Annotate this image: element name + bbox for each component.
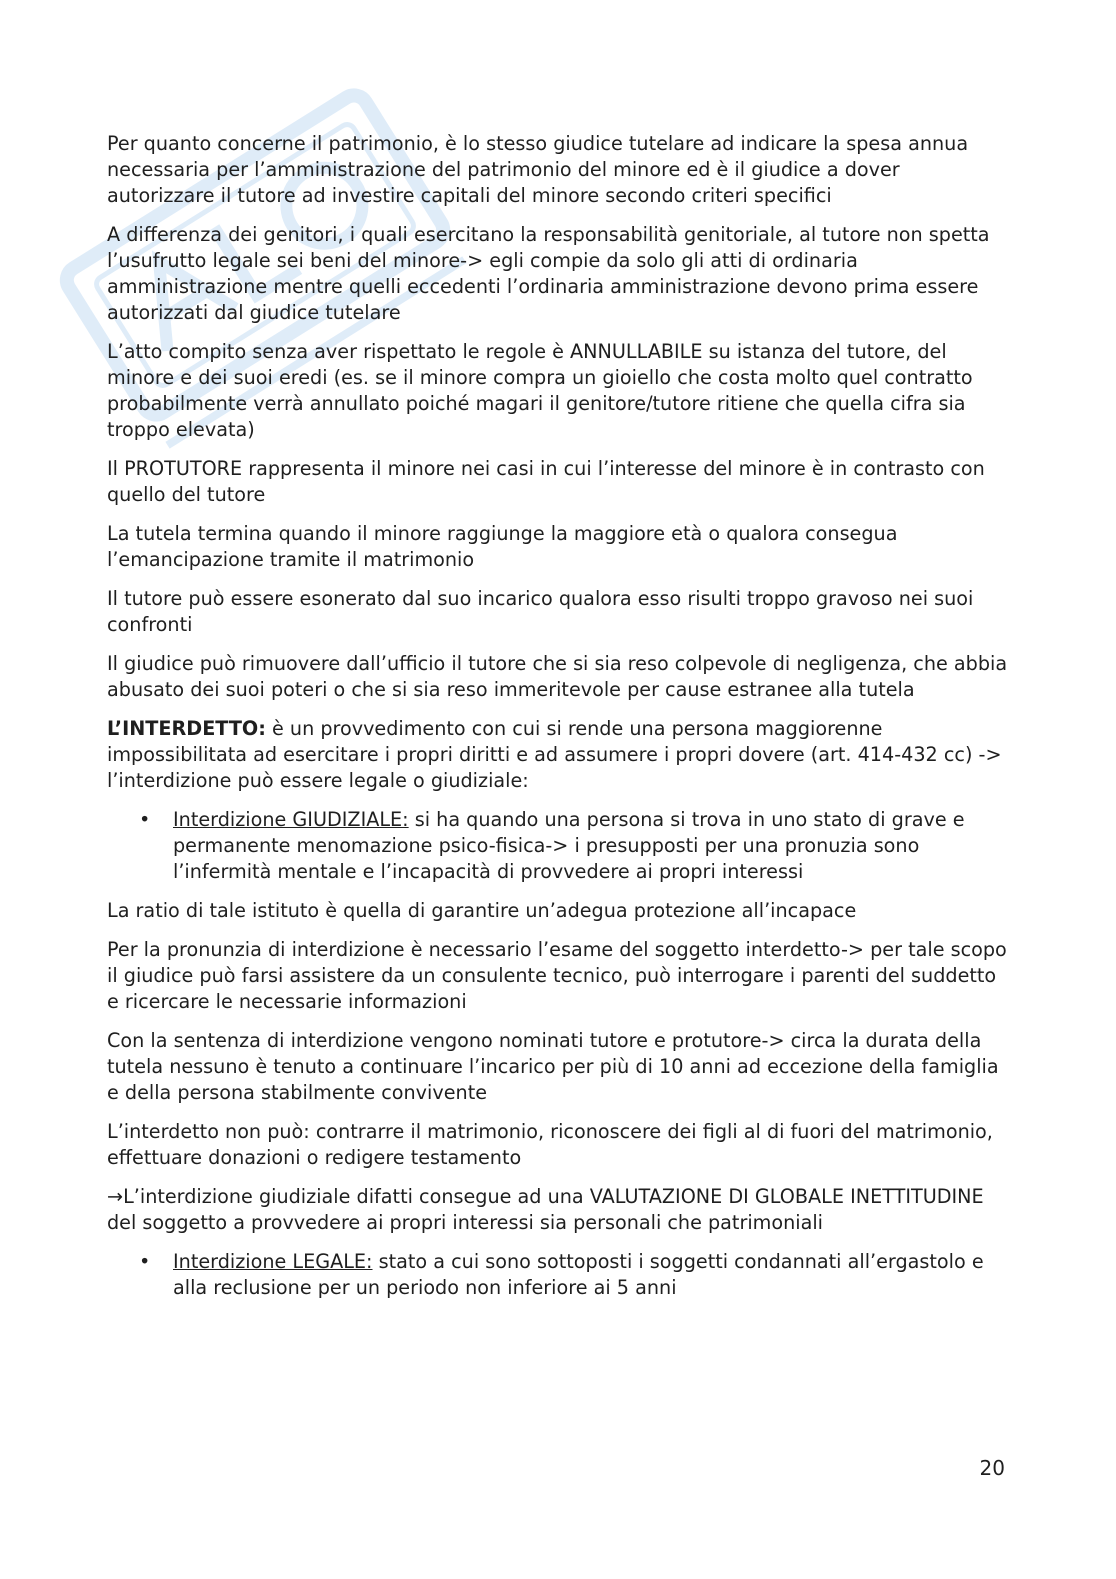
interdetto-definition: è un provvedimento con cui si rende una persona maggiorenne impossibilitata ad esercitare i propri diritti e ad assumere i propri dovere (art. 414-432 cc) -> l’interdizione può essere legale o giudiziale:	[107, 717, 1002, 792]
bullet-icon: •	[139, 1250, 151, 1273]
paragraph-ratio: La ratio di tale istituto è quella di garantire un’adegua protezione all’incapace	[107, 899, 857, 922]
bullet-icon: •	[139, 808, 151, 831]
paragraph-fine-tutela: La tutela termina quando il minore raggiunge la maggiore età o qualora consegua l’emancipazione tramite il matrimonio	[107, 522, 898, 571]
bullet-label-legale: Interdizione LEGALE:	[173, 1250, 373, 1273]
page-number: 20	[979, 1456, 1005, 1480]
bullet-text-giudiziale: si ha quando una persona si trova in uno stato di grave e permanente menomazione psico-fisica-> i presupposti per una pronuzia sono l’infermità mentale e l’incapacità di provvedere ai propri interessi	[173, 808, 965, 883]
paragraph-interdetto	[107, 716, 1012, 794]
paragraph-protutore: Il PROTUTORE rappresenta il minore nei casi in cui l’interesse del minore è in contrasto con quello del tutore	[107, 457, 985, 506]
list-item-interdizione-legale	[107, 1249, 1012, 1301]
paragraph-atto-annullabile: L’atto compito senza aver rispettato le regole è ANNULLABILE su istanza del tutore, del minore e dei suoi eredi (es. se il minore compra un gioiello che costa molto quel contratto probabilmente verrà annullato poiché magari il genitore/tutore ritiene che quella cifra sia troppo elevata)	[107, 340, 973, 441]
paragraph-rimozione-tutore: Il giudice può rimuovere dall’ufficio il tutore che si sia reso colpevole di negligenza, che abbia abusato dei suoi poteri o che si sia reso immeritevole per cause estranee alla tutela	[107, 652, 1008, 701]
paragraph-pronunzia: Per la pronunzia di interdizione è necessario l’esame del soggetto interdetto-> per tale scopo il giudice può farsi assistere da un consulente tecnico, può interrogare i parenti del suddetto e ricercare le necessarie informazioni	[107, 938, 1007, 1013]
paragraph-differenza-genitori: A differenza dei genitori, i quali esercitano la responsabilità genitoriale, al tutore non spetta l’usufrutto legale sei beni del minore-> egli compie da solo gli atti di ordinaria amministrazione mentre quelli eccedenti l’ordinaria amministrazione devono prima essere autorizzati dal giudice tutelare	[107, 223, 990, 324]
paragraph-esonero-tutore: Il tutore può essere esonerato dal suo incarico qualora esso risulti troppo gravoso nei suoi confronti	[107, 587, 974, 636]
bullet-label-giudiziale: Interdizione GIUDIZIALE:	[173, 808, 409, 831]
paragraph-interdetto-non-puo: L’interdetto non può: contrarre il matrimonio, riconoscere dei figli al di fuori del matrimonio, effettuare donazioni o redigere testamento	[107, 1120, 993, 1169]
paragraph-sentenza: Con la sentenza di interdizione vengono nominati tutore e protutore-> circa la durata della tutela nessuno è tenuto a continuare l’incarico per più di 10 anni ad eccezione della famiglia e della persona stabilmente convivente	[107, 1029, 999, 1104]
paragraph-patrimonio: Per quanto concerne il patrimonio, è lo stesso giudice tutelare ad indicare la spesa annua necessaria per l’amministrazione del patrimonio del minore ed è il giudice a dover autorizzare il tutore ad investire capitali del minore secondo criteri specifici	[107, 132, 969, 207]
paragraph-valutazione-globale: →L’interdizione giudiziale difatti consegue ad una VALUTAZIONE DI GLOBALE INETTITUDINE del soggetto a provvedere ai propri interessi sia personali che patrimoniali	[107, 1185, 984, 1234]
document-body	[107, 131, 1012, 1314]
interdetto-heading: L’INTERDETTO:	[107, 717, 266, 740]
bullet-text-legale: stato a cui sono sottoposti i soggetti condannati all’ergastolo e alla reclusione per un periodo non inferiore ai 5 anni	[173, 1250, 984, 1299]
list-item-interdizione-giudiziale	[107, 807, 1012, 885]
